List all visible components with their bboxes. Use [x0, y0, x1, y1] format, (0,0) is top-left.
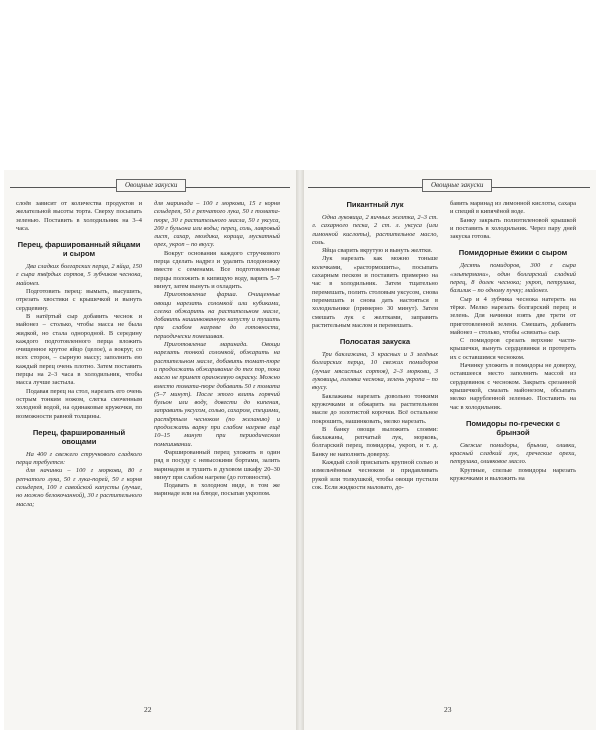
ingredients-paragraph: Два сладких болгарских перца, 2 яйца, 150 г сыра твёрдых сортов, 5 зубчиков чеснока, майонез. [16, 263, 142, 287]
body-paragraph: Фаршированный перец уложить в один ряд в посуду с невысокими бортами, залить маринадом и тушить в духовом шкафу 20–30 минут при слабом нагреве (до готовности). [154, 448, 280, 481]
ingredients-paragraph: Приготовление фарша. Очищенные овощи нарезать соломкой или кубиками, слегка обжарить на растительном масле, добавить нашинкованную капусту и тушить при слабом нагреве до готовности, периодически помешивая. [154, 291, 280, 340]
right-page [304, 170, 596, 730]
body-paragraph: Банку закрыть полиэтиленовой крышкой и поставить в холодильник. Через пару дней закуска готова. [450, 216, 576, 241]
body-paragraph: В банку овощи выложить слоями: баклажаны, репчатый лук, морковь, болгарский перец, помидоры, укроп, и т. д. Банку не наполнять доверху. [312, 425, 438, 458]
body-paragraph: Каждый слой присыпать крупной солью и измельчённым чесноком и придавливать рукой или толкушкой, чтобы овощи пустили сок. Если жидкости маловато, до- [312, 459, 438, 491]
recipe-heading: Полосатая закуска [339, 337, 411, 347]
left-column-1 [16, 200, 142, 700]
left-page [4, 170, 296, 730]
running-head: Овощные закуски [116, 179, 186, 192]
page-number: 22 [144, 705, 152, 714]
body-paragraph: Сыр и 4 зубчика чеснока натереть на тёрке. Мелко нарезать болгарский перец и зелень. Для начинки взять две трети от приготовленной зелени. Смешать, добавить майонез – столько, чтобы «связать» сыр. [450, 295, 576, 336]
recipe-heading: Перец, фаршированный яйцами и сыром [17, 240, 141, 259]
recipe-heading: Помидорные ёжики с сыром [458, 248, 568, 258]
ingredients-paragraph: Десять помидоров, 300 г сыра «эльтермани», один болгарский сладкий перец, 8 долек чеснока; укроп, петрушка, базилик – по одному пучку; майонез. [450, 262, 576, 295]
ingredients-paragraph: Три баклажана, 3 красных и 3 зелёных болгарских перца, 10 свежих помидоров (лучше мясистых сортов), 2–3 моркови, 3 луковицы, головка чеснока, зелень укропа – по вкусу. [312, 351, 438, 392]
body-paragraph: Лук нарезать как можно тоньше колечками, «растормошить», посыпать сахарным песком и поставить примерно на час в холодильник. Затем тщательно перемешать, полить столовым уксусом, снова перемешать и снова дать настояться в холодильнике (примерно 30 минут). Затем смешать лук с желтками, заправить растительным маслом и перемешать. [312, 255, 438, 329]
ingredients-paragraph: для начинки – 100 г моркови, 80 г репчатого лука, 50 г лука-порей, 50 г корня сельдерея, 100 г савойской капусты (лучше, но можно белокочанной), 30 г растительного масла; [16, 467, 142, 508]
body-paragraph: слоёв зависит от количества продуктов и желательной высоты торта. Сверху посыпать зеленью. Поставить в холодильник на 3–4 часа. [16, 200, 142, 232]
body-paragraph: Подавая перец на стол, нарезать его очень острым тонким ножом, слегка смоченным холодной водой, на одинаковые кружочки, по возможности равной толщины. [16, 387, 142, 420]
recipe-heading: Пикантный лук [346, 200, 404, 209]
left-column-2 [154, 200, 280, 700]
book-gutter [296, 170, 304, 730]
body-paragraph: Начинку уложить в помидоры не доверху, оставшееся место заполнить массой из сердцевинок с чесноком. Закрыть срезанной крышечкой, смазать майонезом, обсыпать мелко нарубленной зеленью. Поставить на час в холодильник. [450, 362, 576, 411]
running-head: Овощные закуски [422, 179, 492, 192]
body-paragraph: бавить маринад из лимонной кислоты, сахара и специй в кипячёной воде. [450, 200, 576, 216]
ingredients-paragraph: Свежие помидоры, брынза, оливки, красный сладкий лук, греческие орехи, петрушка, оливковое масло. [450, 441, 576, 466]
body-paragraph: Яйца сварить вкрутую и вынуть желтки. [322, 247, 433, 255]
body-paragraph: С помидоров срезать верхние части-крышечки, вынуть сердцевинки и протереть их с оставшимся чесноком. [450, 337, 576, 361]
body-paragraph: В натёртый сыр добавить чеснок и майонез – столько, чтобы масса не была жидкой, но стала однородной. В середину каждого подготовленного перца вложить очищенное крутое яйцо (целое), а вокруг, со всех сторон, – сырную массу; заполнить ею каждый перец очень плотно. Затем поставить перцы на 2–3 часа в холодильник, чтобы масса лучше застыла. [16, 312, 142, 387]
ingredients-paragraph: На 400 г свежего стручкового сладкого перца требуется: [16, 450, 142, 467]
body-paragraph: Крупные, спелые помидоры нарезать кружочками и выложить на [450, 466, 576, 483]
ingredients-paragraph: Одна луковица, 2 яичных желтка, 2–3 ст. л. сахарного песка, 2 ст. л. уксуса (или лимонной кислоты), растительное масло, соль. [312, 214, 438, 246]
page-number: 23 [444, 705, 452, 714]
right-column-1 [312, 200, 438, 700]
ingredients-paragraph: Приготовление маринада. Овощи нарезать тонкой соломкой, обжарить на растительном масле, добавить томат-пюре и продолжать обжаривание до тех пор, пока масло не примет оранжевую окраску. Можно вместо томата-пюре добавить 50 г томата (5–7 минут). После этого влить горячий бульон или воду, довести до кипения, заправить уксусом, солью, сахаром, специями, растёртым чесноком (по желанию) и продолжать варку при слабом нагреве ещё 10–15 минут при периодическом помешивании. [154, 341, 280, 448]
ingredients-paragraph: для маринада – 100 г моркови, 15 г корня сельдерея, 50 г репчатого лука, 50 г томата-пюре, 30 г растительного масла, 50 г уксуса, 200 г бульона или воды; перец, соль, лавровый лист, сахар, гвоздика, корица, мускатный орех, укроп – по вкусу. [154, 200, 280, 249]
body-paragraph: Баклажаны нарезать довольно тонкими кружочками и обжарить на растительном масле до золотистой корочки. Всё остальное покрошить, нашинковать, мелко нарезать. [312, 392, 438, 425]
body-paragraph: Подготовить перец: вымыть, высушить, отрезать хвостики с крышечкой и вынуть сердцевину. [16, 288, 142, 312]
body-paragraph: Вокруг основания каждого стручкового перца сделать надрез и удалить плодоножку вместе с семенами. Все подготовленные перцы положить в кипящую воду, варить 5–7 минут, затем вынуть и охладить. [154, 249, 280, 290]
right-column-2 [450, 200, 576, 700]
recipe-heading: Перец, фаршированный овощами [32, 427, 126, 446]
body-paragraph: Подавать в холодном виде, в том же маринаде или на блюде, посыпав укропом. [154, 482, 280, 498]
recipe-heading: Помидоры по-гречески с брынзой [465, 418, 561, 437]
